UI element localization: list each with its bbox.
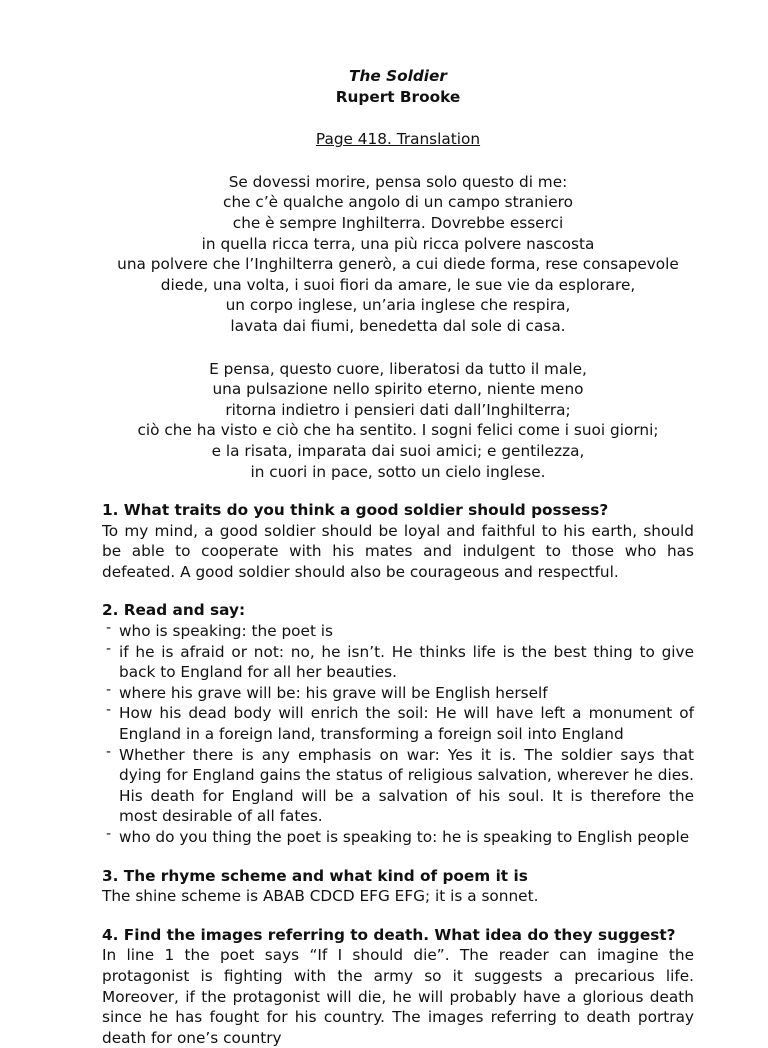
question-heading: 3. The rhyme scheme and what kind of poem it is bbox=[102, 866, 528, 885]
list-item: - who do you thing the poet is speaking to: he is speaking to English people bbox=[119, 827, 694, 848]
poem-author: Rupert Brooke bbox=[335, 87, 461, 106]
poem-line: Se dovessi morire, pensa solo questo di me: bbox=[228, 172, 568, 191]
translation-subtitle: Page 418. Translation bbox=[315, 130, 481, 149]
list-item: - if he is afraid or not: no, he isn’t. He thinks life is the best thing to give back to England for all her beauties. bbox=[119, 642, 694, 683]
list-item: - Whether there is any emphasis on war: Yes it is. The soldier says that dying for England gains the status of religious salvation, wherever he dies. His death for England will be a salvation of his soul. It is therefore the most desirable of all fates. bbox=[119, 745, 694, 827]
answer-text: The shine scheme is ABAB CDCD EFG EFG; it is a sonnet. bbox=[102, 887, 539, 906]
question-3 bbox=[102, 866, 694, 907]
poem-line: lavata dai fiumi, benedetta dal sole di casa. bbox=[230, 316, 566, 335]
stanza-2 bbox=[102, 359, 694, 483]
answer-text: To my mind, a good soldier should be loyal and faithful to his earth, should be able to cooperate with his mates and indulgent to those who has defeated. A good soldier should also be courageous and respectful. bbox=[102, 521, 694, 581]
poem-line: in cuori in pace, sotto un cielo inglese. bbox=[250, 462, 546, 481]
poem-line: ciò che ha visto e ciò che ha sentito. I sogni felici come i suoi giorni; bbox=[137, 421, 659, 440]
question-2 bbox=[102, 600, 694, 847]
poem-line: una polvere che l’Inghilterra generò, a cui diede forma, rese consapevole bbox=[117, 255, 679, 274]
stanza-1 bbox=[102, 172, 694, 337]
list-item: - who is speaking: the poet is bbox=[119, 621, 694, 642]
answer-list bbox=[102, 621, 694, 848]
question-heading: 4. Find the images referring to death. What idea do they suggest? bbox=[102, 925, 676, 944]
document-page bbox=[102, 66, 694, 1048]
poem-line: E pensa, questo cuore, liberatosi da tutto il male, bbox=[209, 359, 587, 378]
poem-line: un corpo inglese, un’aria inglese che respira, bbox=[225, 296, 571, 315]
poem-title: The Soldier bbox=[349, 67, 447, 85]
question-1 bbox=[102, 500, 694, 582]
poem-line: e la risata, imparata dai suoi amici; e gentilezza, bbox=[211, 441, 585, 460]
document-header bbox=[102, 66, 694, 150]
question-heading: 1. What traits do you think a good soldier should possess? bbox=[102, 501, 609, 520]
poem-line: ritorna indietro i pensieri dati dall’Inghilterra; bbox=[225, 400, 571, 419]
poem-line: che c’è qualche angolo di un campo straniero bbox=[223, 193, 573, 212]
poem-line: in quella ricca terra, una più ricca polvere nascosta bbox=[201, 234, 595, 253]
question-4 bbox=[102, 925, 694, 1048]
list-item: - where his grave will be: his grave will be English herself bbox=[119, 683, 694, 704]
poem-line: diede, una volta, i suoi fiori da amare, le sue vie da esplorare, bbox=[160, 275, 636, 294]
question-heading: 2. Read and say: bbox=[102, 601, 246, 620]
answer-text: In line 1 the poet says “If I should die”. The reader can imagine the protagonist is fighting with the army so it suggests a precarious life. Moreover, if the protagonist will die, he will probably have a glorious death since he has fought for his country. The images referring to death portray death for one’s country bbox=[102, 946, 694, 1047]
poem-line: che è sempre Inghilterra. Dovrebbe esserci bbox=[232, 213, 564, 232]
list-item: - How his dead body will enrich the soil: He will have left a monument of England in a foreign land, transforming a foreign soil into England bbox=[119, 703, 694, 744]
poem-line: una pulsazione nello spirito eterno, niente meno bbox=[212, 380, 584, 399]
